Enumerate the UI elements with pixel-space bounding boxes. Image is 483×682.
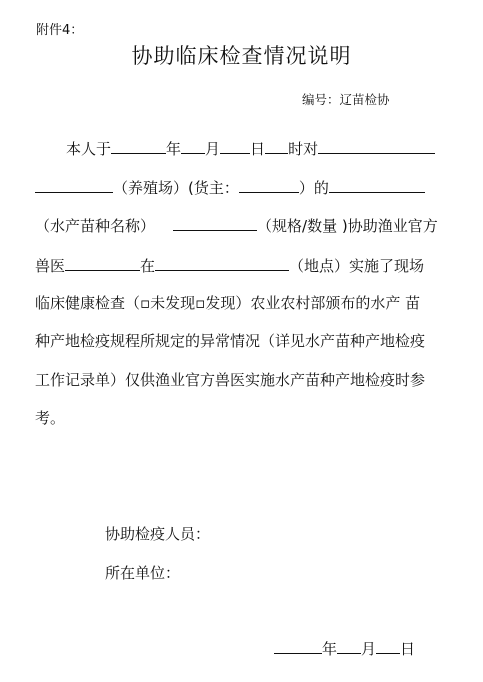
body-line-7: 工作记录单）仅供渔业官方兽医实施水产苗种产地检疫时参 [35,371,426,389]
text-segment: 本人于 [66,140,112,158]
unit-label: 所在单位： [105,564,181,582]
body-line-6: 种产地检疫规程所规定的异常情况（详见水产苗种产地检疫 [35,332,426,350]
blank-field [35,178,113,193]
date-month-label: 月 [361,640,377,658]
blank-field [155,256,289,271]
body-line-3 [35,216,438,236]
document-title: 协助临床检查情况说明 [131,44,352,68]
blank-field [329,178,425,193]
text-segment: 时对 [288,140,319,158]
body-line-2 [35,178,425,198]
text-segment: ）的 [298,179,329,197]
blank-field [318,139,435,154]
blank-field [239,178,299,193]
body-line-8: 考。 [35,409,66,427]
blank-field [220,139,250,154]
text-segment: 月 [205,140,221,158]
text-segment: （地点）实施了现场 [289,257,425,275]
blank-field [265,139,288,154]
date-line [274,638,415,659]
body-line-1 [66,139,435,159]
blank-field [111,139,166,154]
blank-field [173,216,257,231]
document-number: 编号：辽苗检协 [302,92,390,107]
inspector-label: 协助检疫人员： [105,525,211,543]
date-year-label: 年 [322,640,338,658]
text-segment: 年 [166,140,182,158]
blank-field [376,639,400,654]
text-segment: （水产苗种名称） [35,217,156,235]
blank-field [274,639,322,654]
attachment-label: 附件4： [36,23,84,38]
blank-field [337,639,361,654]
text-segment: （养殖场）(货主： [113,179,239,197]
text-segment: 日 [250,140,266,158]
blank-field [65,256,140,271]
text-segment: 兽医 [35,257,66,275]
blank-field [181,139,205,154]
body-line-5: 临床健康检查（▫未发现▫发现）农业农村部颁布的水产 苗 [35,294,421,312]
body-line-4 [35,256,424,276]
text-segment: 在 [140,257,156,275]
text-segment: （规格/数量 )协助渔业官方 [257,217,438,235]
date-day-label: 日 [400,640,416,658]
